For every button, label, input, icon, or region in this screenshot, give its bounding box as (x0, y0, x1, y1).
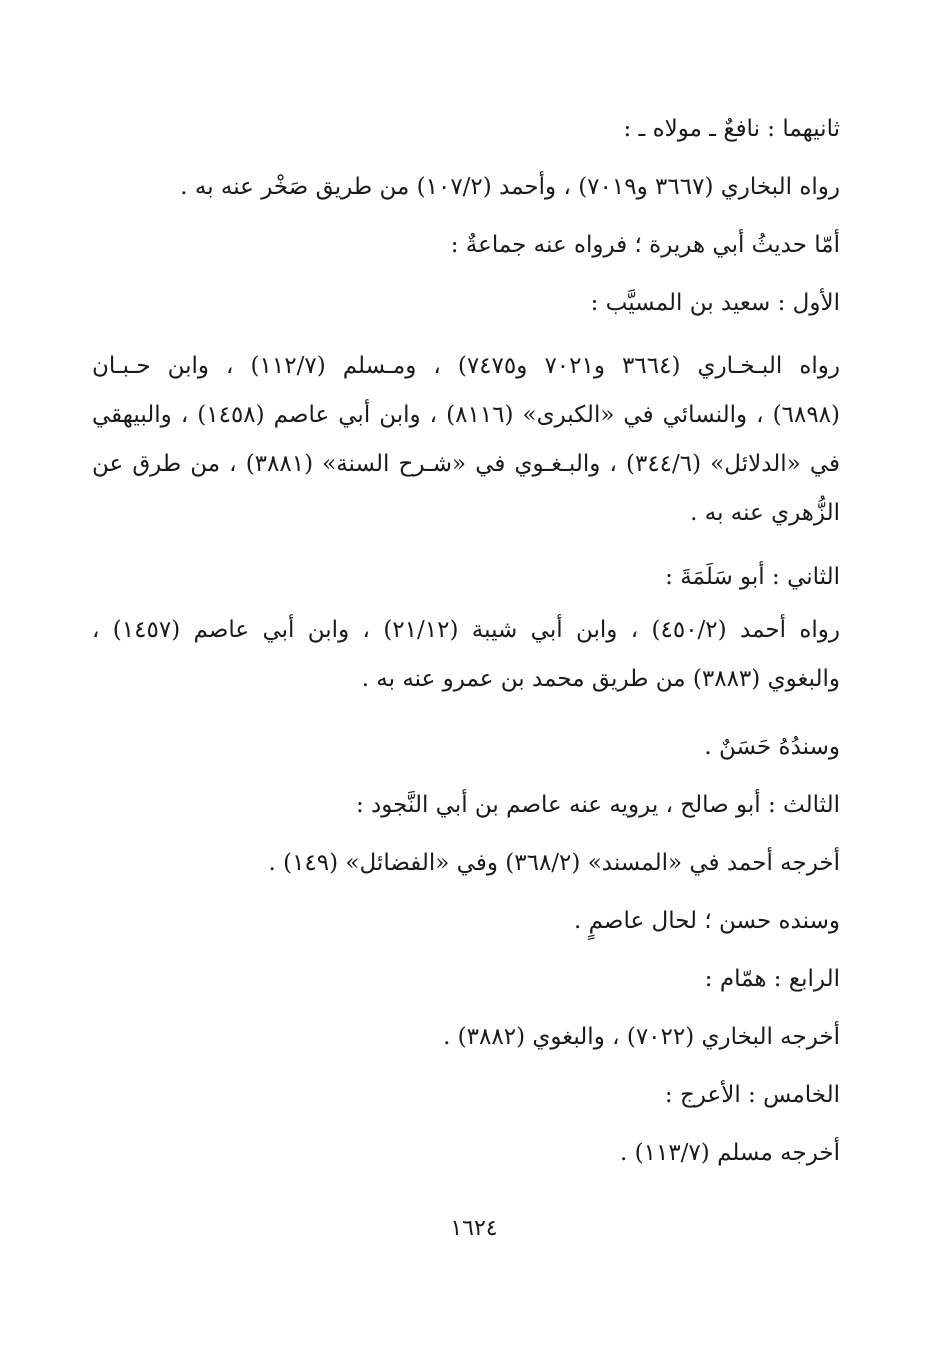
text-line: ثانيهما : نافعٌ ـ مولاه ـ : (623, 116, 840, 142)
section-heading: الخامس : الأعرج : (664, 1082, 840, 1108)
paragraph-line: الزُّهري عنه به . (690, 500, 840, 526)
text-line: أخرجه البخاري (٧٠٢٢) ، والبغوي (٣٨٨٢) . (443, 1024, 840, 1050)
paragraph-line: رواه أحمد (٤٥٠/٢) ، وابن أبي شيبة (٢١/١٢) ، وابن أبي عاصم (١٤٥٧) ، (92, 617, 840, 643)
page-body (92, 100, 840, 1182)
section-heading: الثالث : أبو صالح ، يرويه عنه عاصم بن أبي النَّجود : (355, 792, 840, 818)
paragraph-line: والبغوي (٣٨٨٣) من طريق محمد بن عمرو عنه به . (361, 666, 840, 692)
text-line: رواه البخاري (٣٦٦٧ و٧٠١٩) ، وأحمد (١٠٧/٢) من طريق صَخْر عنه به . (180, 174, 840, 200)
paragraph-line: رواه البـخـاري (٣٦٦٤ و٧٠٢١ و٧٤٧٥) ، ومـسلم (١١٢/٧) ، وابن حـبـان (92, 353, 840, 379)
text-line: وسنده حسن ؛ لحال عاصمٍ . (573, 908, 840, 934)
section-heading: الثاني : أبو سَلَمَةَ : (665, 564, 840, 590)
section-heading: الأول : سعيد بن المسيَّب : (590, 290, 840, 316)
section-heading: الرابع : همّام : (704, 966, 840, 992)
text-line: أمّا حديثُ أبي هريرة ؛ فرواه عنه جماعةٌ : (450, 232, 840, 258)
paragraph-2 (92, 606, 840, 704)
paragraph-1 (92, 342, 840, 538)
paragraph-line: (٦٨٩٨) ، والنسائي في «الكبرى» (٨١١٦) ، وابن أبي عاصم (١٤٥٨) ، والبيهقي (92, 402, 841, 428)
text-line: وسندُهُ حَسَنٌ . (704, 734, 840, 760)
text-line: أخرجه مسلم (١١٣/٧) . (620, 1140, 840, 1166)
text-line: أخرجه أحمد في «المسند» (٣٦٨/٢) وفي «الفضائل» (١٤٩) . (268, 850, 840, 876)
paragraph-line: في «الدلائل» (٣٤٤/٦) ، والبـغـوي في «شـرح السنة» (٣٨٨١) ، من طرق عن (92, 451, 841, 477)
page-number: ١٦٢٤ (450, 1216, 498, 1241)
